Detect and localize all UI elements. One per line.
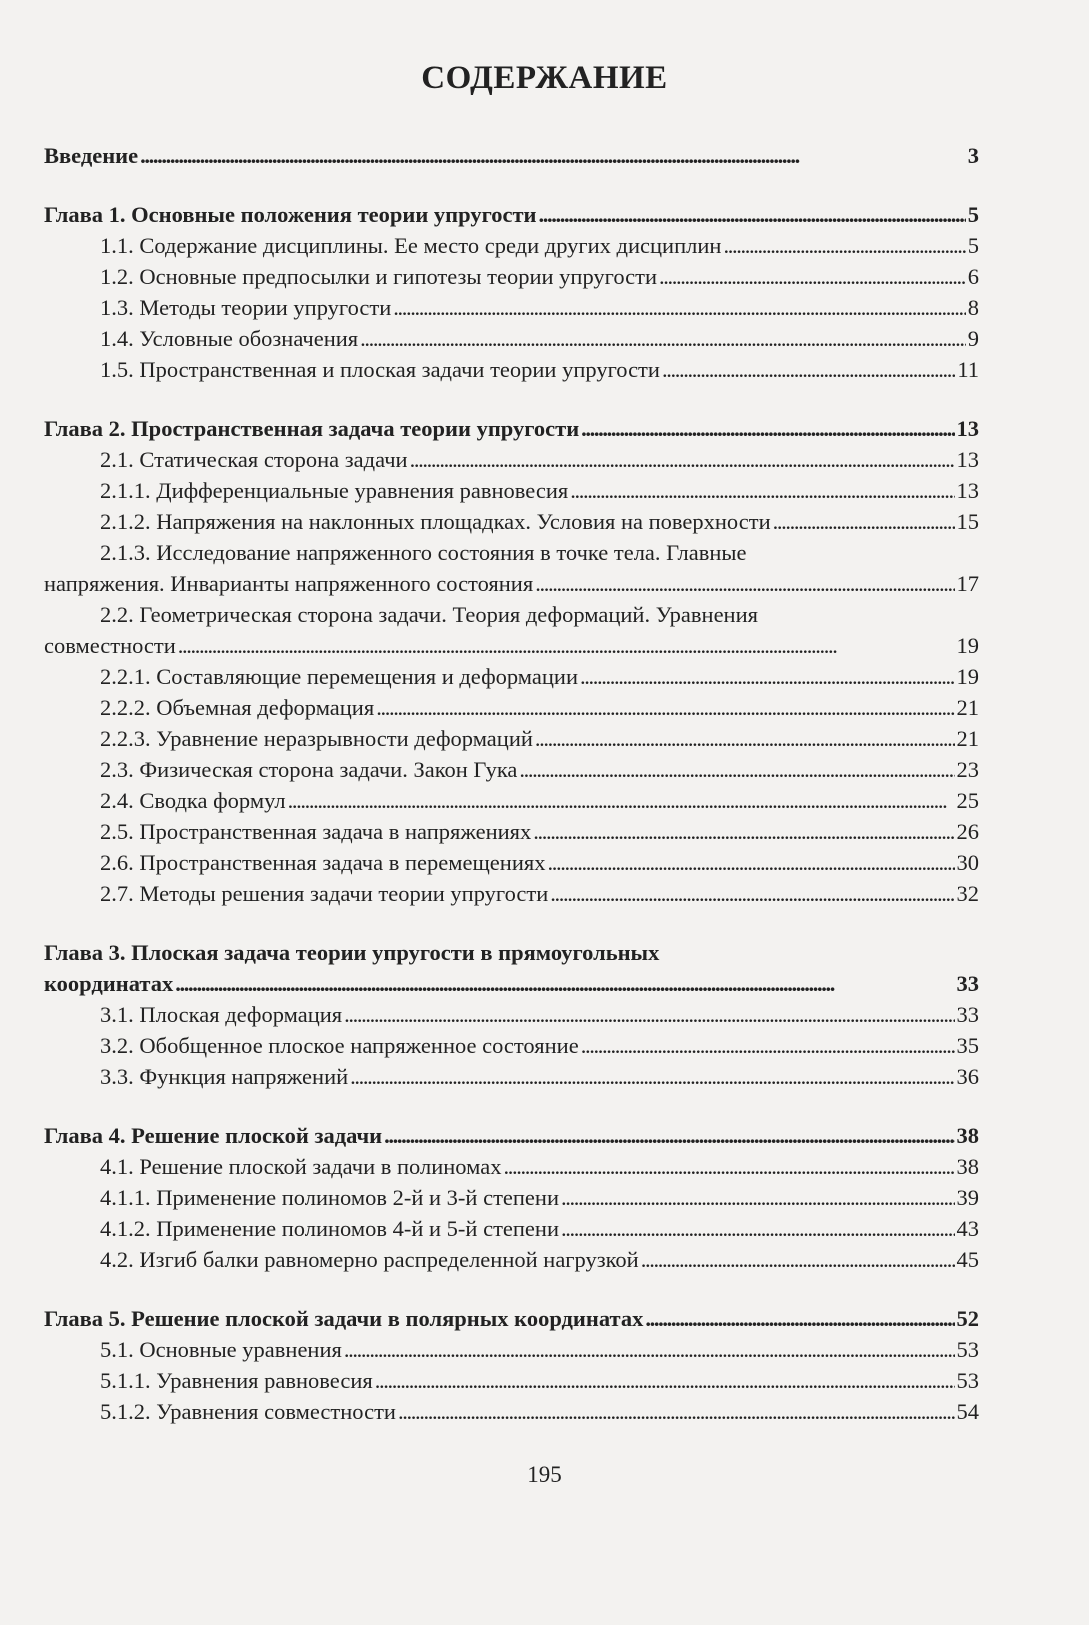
toc-page-number: 25: [956, 788, 979, 813]
toc-chapter-entry[interactable]: [44, 140, 979, 171]
toc-entry-first-line: Глава 3. Плоская задача теории упругости в прямоугольных: [44, 940, 660, 965]
toc-page-number: 6: [967, 264, 979, 289]
toc-page-number: 21: [956, 726, 979, 751]
toc-section-entry[interactable]: [44, 1244, 979, 1275]
toc-page-number: 26: [956, 819, 979, 844]
toc-page-number: 15: [956, 509, 979, 534]
toc-chapter-entry[interactable]: [44, 1120, 979, 1151]
dot-leader: [375, 1365, 955, 1396]
toc-section-entry[interactable]: [44, 1061, 979, 1092]
dot-leader: [662, 354, 955, 385]
toc-section-entry[interactable]: [44, 785, 979, 816]
toc-entry-title: 1.4. Условные обозначения: [100, 326, 359, 351]
toc-entry-first-line: 2.2. Геометрическая сторона задачи. Теория деформаций. Уравнения: [100, 602, 758, 627]
toc-section-entry[interactable]: [44, 847, 979, 878]
toc-section-entry[interactable]: [44, 1396, 979, 1427]
dot-leader: [535, 568, 954, 599]
dot-leader: [580, 661, 954, 692]
toc-page-number: 43: [956, 1216, 979, 1241]
dot-leader: [723, 230, 965, 261]
section-gap: [44, 1092, 979, 1120]
dot-leader: [503, 1151, 954, 1182]
toc-page-number: 13: [956, 416, 979, 441]
toc-page-number: 30: [956, 850, 979, 875]
toc-entry-title: 4.1. Решение плоской задачи в полиномах: [100, 1154, 502, 1179]
toc-page-number: 33: [956, 971, 979, 996]
toc-page-number: 3: [967, 143, 979, 168]
dot-leader: [581, 1030, 955, 1061]
dot-leader: [410, 444, 955, 475]
dot-leader: [288, 785, 955, 816]
toc-entry-title: Глава 5. Решение плоской задачи в полярных координатах: [44, 1306, 644, 1331]
dot-leader: [659, 261, 966, 292]
toc-entry-title: Глава 1. Основные положения теории упругости: [44, 202, 537, 227]
dot-leader: [376, 692, 954, 723]
toc-section-entry[interactable]: [44, 323, 979, 354]
toc-entry-title: Глава 2. Пространственная задача теории упругости: [44, 416, 580, 441]
toc-page-number: 35: [956, 1033, 979, 1058]
toc-entry-title: 3.3. Функция напряжений: [100, 1064, 349, 1089]
toc-page-number: 13: [956, 478, 979, 503]
dot-leader: [561, 1213, 955, 1244]
dot-leader: [533, 816, 954, 847]
toc-section-entry[interactable]: [44, 444, 979, 475]
toc-section-entry[interactable]: [44, 1030, 979, 1061]
toc-chapter-entry[interactable]: [44, 1303, 979, 1334]
toc-entry-title: 2.3. Физическая сторона задачи. Закон Гука: [100, 757, 518, 782]
toc-section-entry[interactable]: [44, 475, 979, 506]
toc-entry-title: 1.1. Содержание дисциплины. Ее место среди других дисциплин: [100, 233, 722, 258]
toc-section-entry[interactable]: [44, 1151, 979, 1182]
toc-page-number: 54: [956, 1399, 979, 1424]
toc-page-number: 52: [956, 1306, 979, 1331]
toc-page-number: 21: [956, 695, 979, 720]
toc-entry-title: 3.1. Плоская деформация: [100, 1002, 343, 1027]
toc-section-entry[interactable]: [44, 230, 979, 261]
toc-section-entry[interactable]: [44, 261, 979, 292]
toc-section-entry[interactable]: [44, 1213, 979, 1244]
section-gap: [44, 385, 979, 413]
dot-leader: [350, 1061, 954, 1092]
dot-leader: [384, 1120, 954, 1151]
toc-section-entry[interactable]: [44, 292, 979, 323]
toc-page-number: 8: [967, 295, 979, 320]
toc-entry-title: 4.2. Изгиб балки равномерно распределенной нагрузкой: [100, 1247, 639, 1272]
toc-entry-title: 1.5. Пространственная и плоская задачи теории упругости: [100, 357, 660, 382]
section-gap: [44, 1275, 979, 1303]
toc-page-number: 38: [956, 1123, 979, 1148]
dot-leader: [570, 475, 954, 506]
dot-leader: [393, 292, 965, 323]
toc-entry-title: 1.2. Основные предпосылки и гипотезы теории упругости: [100, 264, 658, 289]
table-of-contents: [44, 140, 979, 1427]
dot-leader: [344, 999, 954, 1030]
toc-chapter-entry[interactable]: [44, 413, 979, 444]
toc-page-number: 36: [956, 1064, 979, 1089]
dot-leader: [519, 754, 954, 785]
toc-page-number: 45: [956, 1247, 979, 1272]
page-number: 195: [527, 1462, 562, 1487]
toc-entry-title: 5.1.1. Уравнения равновесия: [100, 1368, 373, 1393]
toc-section-entry[interactable]: [44, 816, 979, 847]
dot-leader: [641, 1244, 955, 1275]
toc-entry-title: 2.6. Пространственная задача в перемещениях: [100, 850, 546, 875]
toc-entry-title: 2.1.1. Дифференциальные уравнения равновесия: [100, 478, 569, 503]
dot-leader: [175, 968, 954, 999]
toc-entry-title: напряжения. Инварианты напряженного состояния: [44, 571, 534, 596]
dot-leader: [360, 323, 966, 354]
dot-leader: [178, 630, 955, 661]
toc-entry-title: 2.1. Статическая сторона задачи: [100, 447, 408, 472]
toc-entry-title: координатах: [44, 971, 174, 996]
toc-chapter-entry[interactable]: [44, 968, 979, 999]
toc-section-entry[interactable]: [44, 999, 979, 1030]
toc-page-number: 39: [956, 1185, 979, 1210]
toc-chapter-entry[interactable]: [44, 199, 979, 230]
toc-section-entry[interactable]: [44, 723, 979, 754]
toc-entry-title: 4.1.1. Применение полиномов 2-й и 3-й степени: [100, 1185, 559, 1210]
dot-leader: [398, 1396, 955, 1427]
dot-leader: [550, 878, 954, 909]
toc-entry-title: 1.3. Методы теории упругости: [100, 295, 392, 320]
toc-page-number: 19: [956, 664, 979, 689]
toc-section-entry[interactable]: [44, 1334, 979, 1365]
toc-section-entry[interactable]: [44, 692, 979, 723]
toc-entry-title: Глава 4. Решение плоской задачи: [44, 1123, 383, 1148]
toc-page-number: 32: [956, 881, 979, 906]
dot-leader: [539, 199, 966, 230]
toc-entry-title: 3.2. Обобщенное плоское напряженное состояние: [100, 1033, 579, 1058]
toc-page-number: 38: [956, 1154, 979, 1179]
toc-section-entry[interactable]: [44, 568, 979, 599]
toc-entry-title: 5.1. Основные уравнения: [100, 1337, 342, 1362]
toc-section-entry[interactable]: [44, 630, 979, 661]
toc-entry-title: 2.2.3. Уравнение неразрывности деформаций: [100, 726, 533, 751]
toc-page-number: 17: [956, 571, 979, 596]
toc-entry-title: совместности: [44, 633, 176, 658]
toc-section-entry[interactable]: [44, 754, 979, 785]
toc-entry-title: 4.1.2. Применение полиномов 4-й и 5-й степени: [100, 1216, 559, 1241]
toc-entry-title: 2.5. Пространственная задача в напряжениях: [100, 819, 532, 844]
dot-leader: [581, 413, 954, 444]
toc-entry-title: 2.2.1. Составляющие перемещения и деформации: [100, 664, 579, 689]
toc-section-entry[interactable]: [44, 661, 979, 692]
toc-page-number: 11: [957, 357, 979, 382]
section-gap: [44, 171, 979, 199]
toc-section-entry[interactable]: [44, 354, 979, 385]
toc-entry-title: 2.1.2. Напряжения на наклонных площадках. Условия на поверхности: [100, 509, 771, 534]
toc-page-number: 33: [956, 1002, 979, 1027]
toc-page-number: 53: [956, 1337, 979, 1362]
toc-entry-first-line: 2.1.3. Исследование напряженного состояния в точке тела. Главные: [100, 540, 747, 565]
toc-section-entry[interactable]: [44, 1365, 979, 1396]
toc-page-number: 5: [967, 233, 979, 258]
toc-section-entry[interactable]: [44, 506, 979, 537]
dot-leader: [773, 506, 955, 537]
dot-leader: [547, 847, 954, 878]
toc-page-number: 19: [956, 633, 979, 658]
dot-leader: [535, 723, 955, 754]
toc-entry-title: 2.4. Сводка формул: [100, 788, 286, 813]
toc-entry-title: Введение: [44, 143, 139, 168]
dot-leader: [645, 1303, 954, 1334]
toc-entry-title: 5.1.2. Уравнения совместности: [100, 1399, 396, 1424]
dot-leader: [561, 1182, 955, 1213]
toc-page-number: 53: [956, 1368, 979, 1393]
page-title: СОДЕРЖАНИЕ: [421, 60, 668, 96]
toc-section-entry[interactable]: [44, 1182, 979, 1213]
toc-page-number: 5: [967, 202, 979, 227]
toc-page-number: 13: [956, 447, 979, 472]
toc-page-number: 23: [956, 757, 979, 782]
dot-leader: [344, 1334, 955, 1365]
toc-entry-title: 2.2.2. Объемная деформация: [100, 695, 375, 720]
section-gap: [44, 909, 979, 937]
toc-page-number: 9: [967, 326, 979, 351]
toc-entry-title: 2.7. Методы решения задачи теории упругости: [100, 881, 549, 906]
dot-leader: [140, 140, 966, 171]
toc-section-entry[interactable]: [44, 878, 979, 909]
